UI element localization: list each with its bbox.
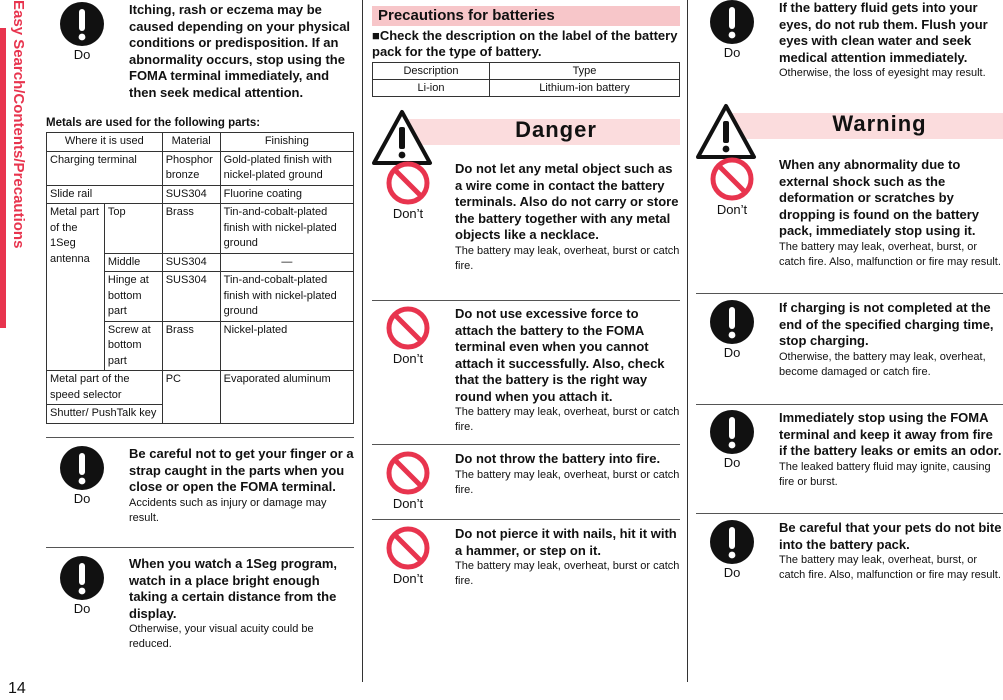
dont-mark: Don’t [378, 161, 438, 221]
warning-banner [696, 103, 1003, 149]
table-cell: SUS304 [162, 185, 220, 204]
table-cell: Screw at bottom part [104, 321, 162, 371]
table-row [373, 63, 680, 80]
exclamation-icon [60, 556, 104, 600]
caution-heading: When you watch a 1Seg program, watch in a place bright enough taking a certain distance from the display. [129, 556, 338, 621]
table-row [373, 80, 680, 97]
caution-detail: Otherwise, the loss of eyesight may result. [779, 67, 986, 79]
separator [696, 513, 1003, 514]
warning-triangle-icon [696, 103, 758, 161]
dont-mark: Don’t [378, 306, 438, 366]
exclamation-icon [60, 446, 104, 490]
exclamation-icon [710, 520, 754, 564]
table-cell: Fluorine coating [220, 185, 353, 204]
table-header: Material [162, 133, 220, 152]
table-cell: Li-ion [373, 80, 490, 97]
battery-type-table [372, 62, 680, 97]
caution-detail: Otherwise, the battery may leak, overheat, become damaged or catch fire. [779, 350, 986, 378]
caution-detail: The battery may leak, overheat, burst or catch fire. [455, 468, 680, 496]
dont-mark: Don’t [702, 157, 762, 217]
table-cell: Charging terminal [47, 151, 163, 185]
metals-title: Metals are used for the following parts: [46, 117, 261, 129]
table-cell: PC [162, 371, 220, 424]
warning-triangle-icon [372, 109, 434, 167]
prohibited-icon [386, 306, 430, 350]
table-row [47, 204, 354, 254]
table-cell: Phosphor bronze [162, 151, 220, 185]
separator [696, 404, 1003, 405]
table-cell: Hinge at bottom part [104, 272, 162, 322]
separator [372, 300, 680, 301]
exclamation-icon [710, 0, 754, 44]
do-mark: Do [702, 410, 762, 470]
danger-banner [372, 109, 680, 155]
caution-detail: Otherwise, your visual acuity could be reduced. [129, 623, 314, 650]
caution-detail: Accidents such as injury or damage may result. [129, 496, 327, 524]
separator [372, 444, 680, 445]
table-row [47, 185, 354, 204]
prohibited-icon [386, 161, 430, 205]
table-cell: Lithium-ion battery [490, 80, 680, 97]
table-cell: Brass [162, 204, 220, 254]
caution-heading: Do not use excessive force to attach the battery to the FOMA terminal even when you cannot attach it successfully. Also, check that the battery is the right way round when you attach it. [455, 306, 665, 404]
warning-title: Warning [832, 111, 927, 136]
table-cell: Evaporated aluminum [220, 371, 353, 424]
side-tab-label: Easy Search/Contents/Precautions [10, 0, 27, 249]
column-divider [687, 0, 688, 682]
caution-heading: If charging is not completed at the end of the specified charging time, stop charging. [779, 300, 994, 348]
table-cell: Middle [104, 253, 162, 272]
caution-heading: Itching, rash or eczema may be caused depending on your physical conditions or predisposition. If an abnormality occurs, stop using the FOMA terminal immediately, and then seek medical attention. [129, 2, 351, 100]
prohibited-icon [386, 526, 430, 570]
table-row [47, 371, 354, 405]
dont-mark: Don’t [378, 451, 438, 511]
separator [372, 519, 680, 520]
page-number: 14 [8, 680, 26, 697]
table-cell: Brass [162, 321, 220, 371]
do-mark: Do [702, 520, 762, 580]
exclamation-icon [710, 410, 754, 454]
do-mark: Do [52, 446, 112, 506]
caution-heading: When any abnormality due to external shock such as the deformation or scratches by dropping is found on the battery pack, immediately stop using it. [779, 157, 980, 238]
caution-detail: The leaked battery fluid may ignite, causing fire or burst. [779, 460, 991, 488]
table-cell: SUS304 [162, 272, 220, 322]
table-cell: Top [104, 204, 162, 254]
battery-check-note: ■Check the description on the label of the battery pack for the type of battery. [372, 28, 678, 59]
exclamation-icon [710, 300, 754, 344]
side-tab [0, 0, 32, 360]
table-cell: Metal part of the speed selector [47, 371, 163, 405]
do-mark: Do [52, 2, 112, 62]
table-cell: Tin-and-cobalt-plated finish with nickel-plated ground [220, 272, 353, 322]
caution-heading: Be careful that your pets do not bite into the battery pack. [779, 520, 1002, 552]
separator [46, 547, 354, 548]
caution-detail: The battery may leak, overheat, burst, or catch fire. Also, malfunction or fire may result. [779, 554, 1001, 581]
prohibited-icon [710, 157, 754, 201]
caution-detail: The battery may leak, overheat, burst or catch fire. [455, 560, 680, 587]
exclamation-icon [60, 2, 104, 46]
table-header: Where it is used [47, 133, 163, 152]
table-header: Description [373, 63, 490, 80]
do-mark: Do [702, 0, 762, 60]
table-header: Type [490, 63, 680, 80]
table-cell: Slide rail [47, 185, 163, 204]
caution-heading: Do not throw the battery into fire. [455, 451, 661, 466]
table-cell: Tin-and-cobalt-plated finish with nickel-plated ground [220, 204, 353, 254]
danger-title: Danger [515, 117, 597, 142]
table-cell: Gold-plated finish with nickel-plated ground [220, 151, 353, 185]
dont-mark: Don’t [378, 526, 438, 586]
caution-detail: The battery may leak, overheat, burst or catch fire. [455, 244, 680, 272]
caution-detail: The battery may leak, overheat, burst or catch fire. [455, 406, 680, 433]
table-cell: Shutter/ PushTalk key [47, 405, 163, 424]
caution-heading: Do not pierce it with nails, hit it with a hammer, or step on it. [455, 526, 677, 558]
table-cell: — [220, 253, 353, 272]
table-row [47, 151, 354, 185]
caution-heading: Do not let any metal object such as a wire come in contact the battery terminals. Also do not carry or store the battery together with any metal objects like a necklace. [455, 161, 679, 242]
caution-detail: The battery may leak, overheat, burst, or catch fire. Also, malfunction or fire may result. [779, 240, 1001, 268]
table-cell: Nickel-plated [220, 321, 353, 371]
table-cell: SUS304 [162, 253, 220, 272]
do-mark: Do [702, 300, 762, 360]
separator [46, 437, 354, 438]
table-row [47, 133, 354, 152]
metals-table [46, 132, 354, 424]
do-mark: Do [52, 556, 112, 616]
caution-heading: Be careful not to get your finger or a strap caught in the parts when you close or open the FOMA terminal. [129, 446, 354, 494]
column-divider [362, 0, 363, 682]
separator [696, 293, 1003, 294]
table-header: Finishing [220, 133, 353, 152]
caution-heading: Immediately stop using the FOMA terminal and keep it away from fire if the battery leaks or emits an odor. [779, 410, 1002, 458]
prohibited-icon [386, 451, 430, 495]
table-cell: Metal part of the 1Seg antenna [47, 204, 105, 371]
section-title: Precautions for batteries [372, 6, 680, 26]
caution-heading: If the battery fluid gets into your eyes, do not rub them. Flush your eyes with clean water and seek medical attention immediately. [779, 0, 988, 65]
